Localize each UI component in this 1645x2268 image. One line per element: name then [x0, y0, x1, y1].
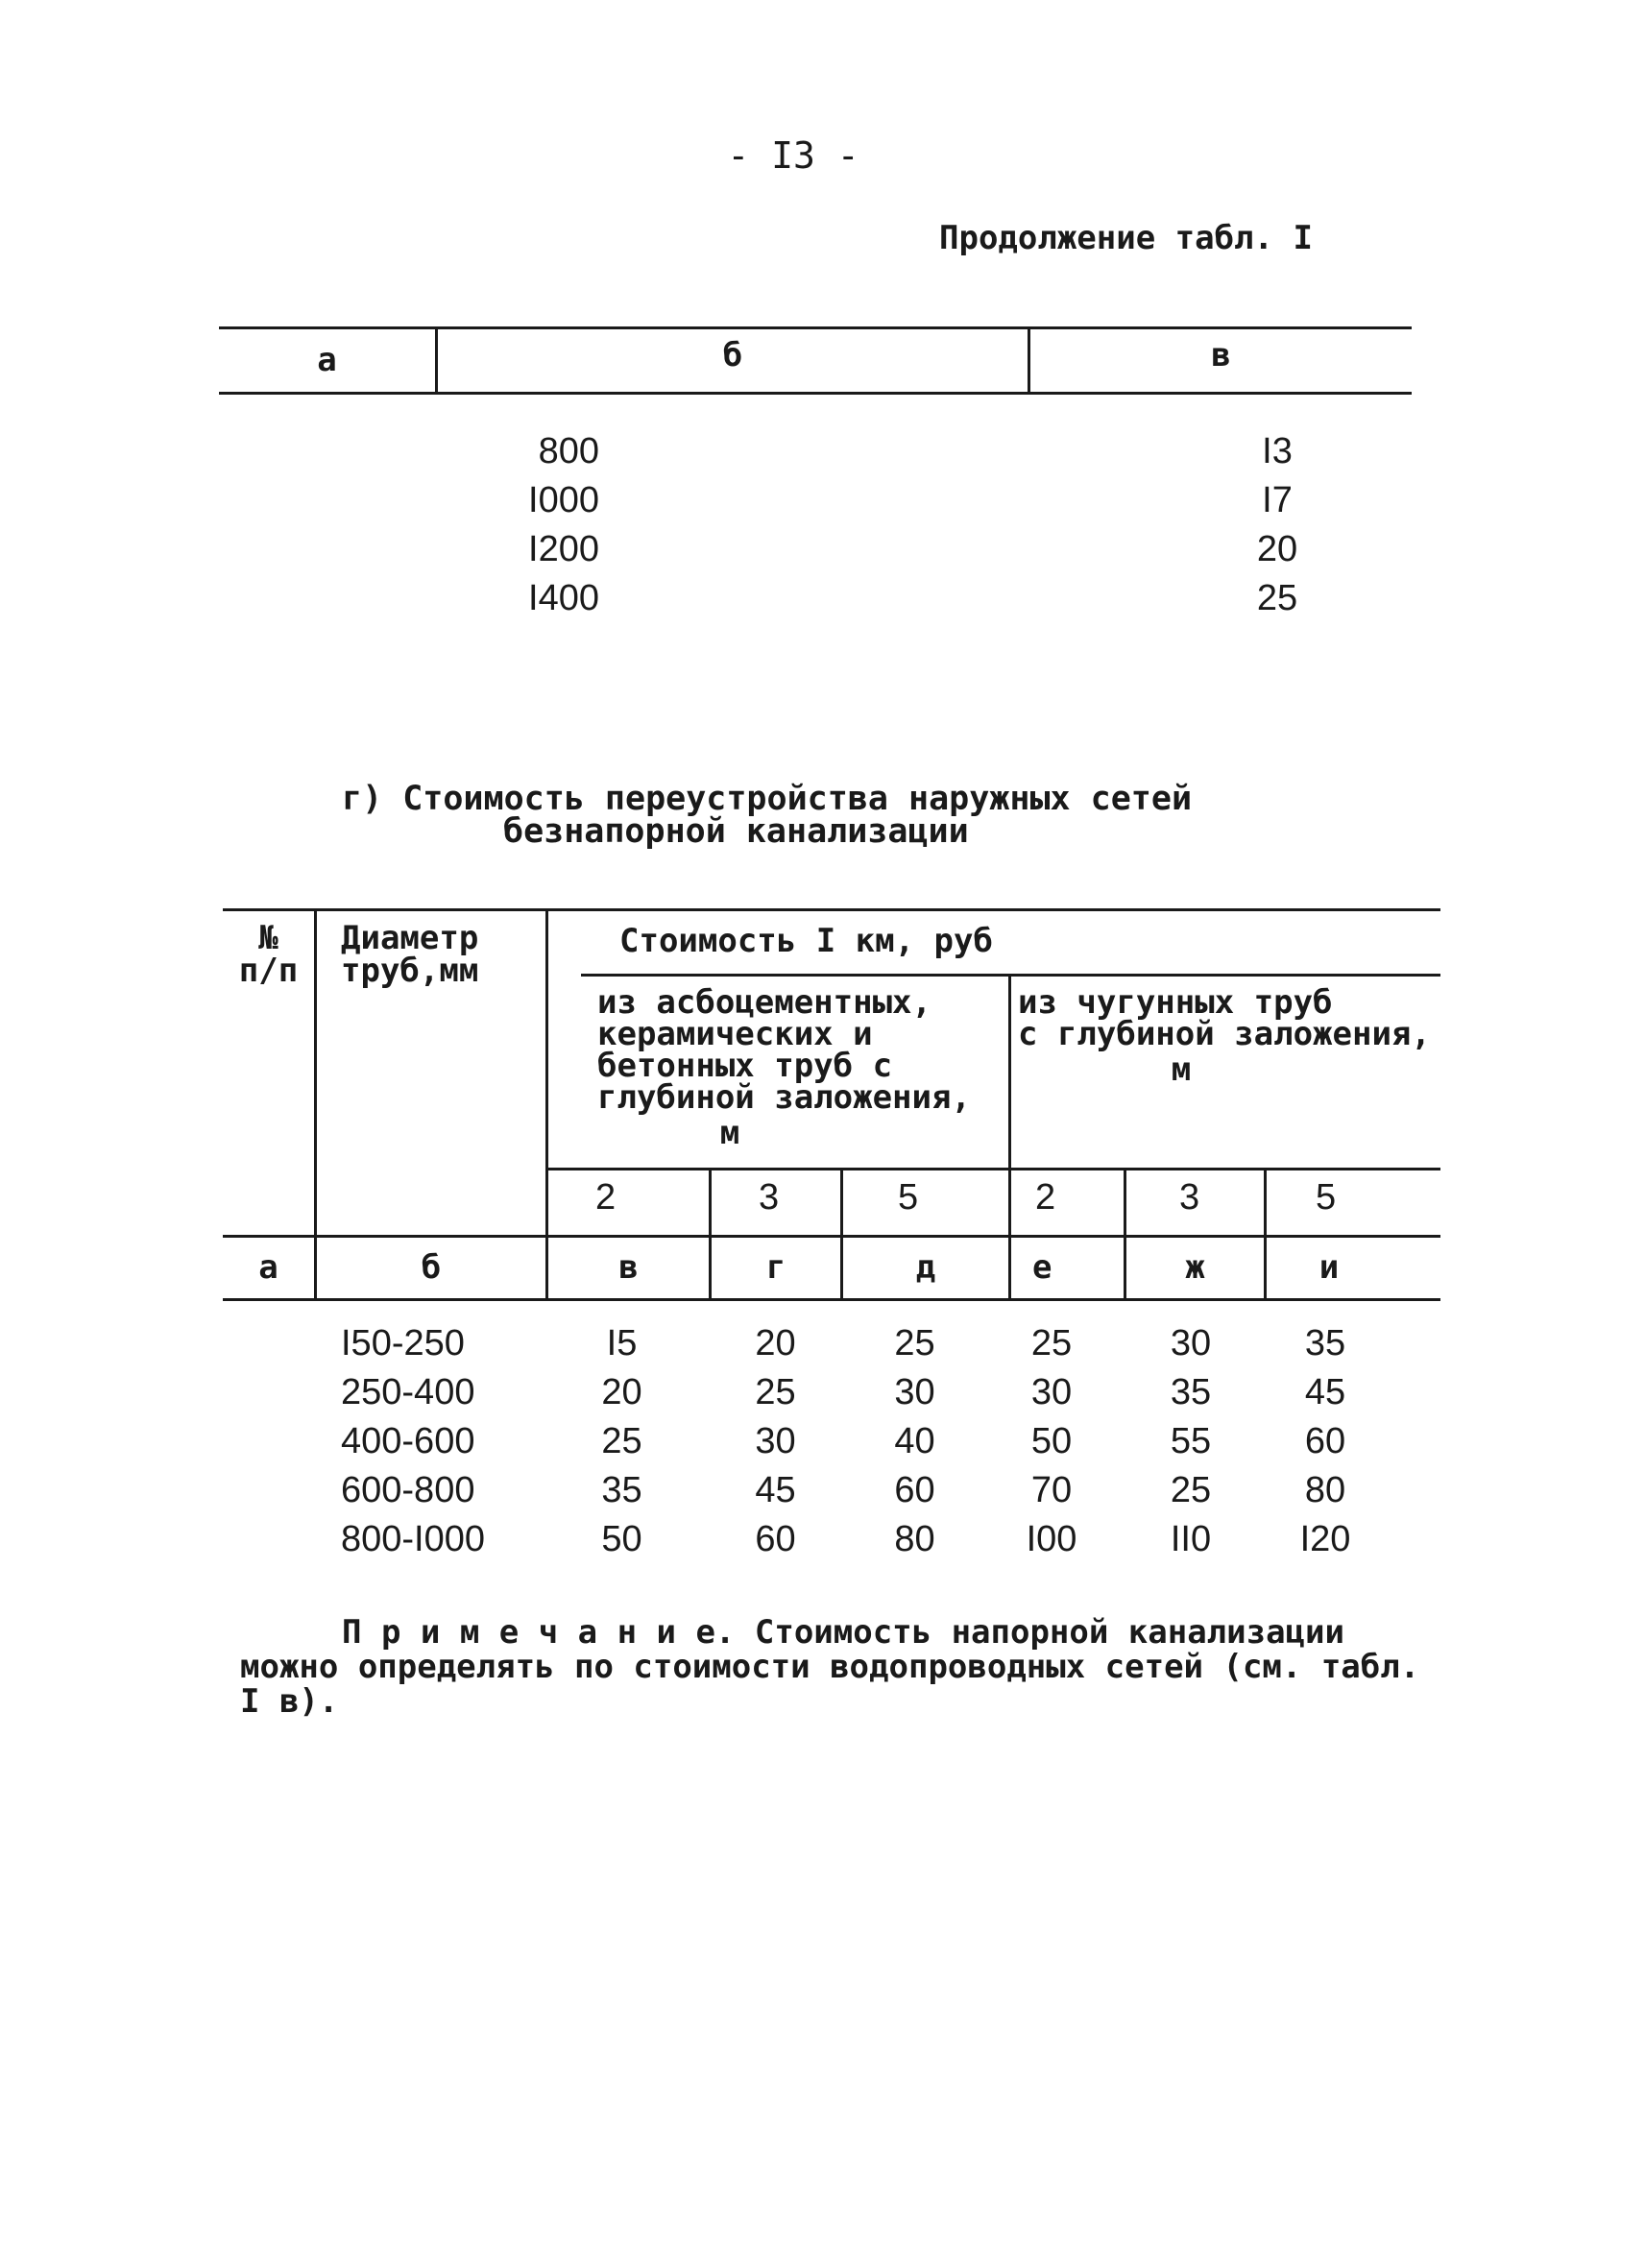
letter-cell: ж	[1185, 1248, 1205, 1287]
cost-cell: 70	[1030, 1470, 1073, 1510]
cost-cell: I00	[1026, 1519, 1077, 1559]
table-1-top-rule	[219, 326, 1412, 329]
table-continuation-label: Продолжение табл. I	[939, 219, 1313, 257]
table-1-header-rule	[219, 392, 1412, 395]
section-title-line2: безнапорной канализации	[503, 812, 969, 851]
page-number: - I3 -	[727, 134, 859, 177]
depth-cell: 5	[1316, 1177, 1337, 1218]
note-line-3: I в).	[240, 1682, 339, 1721]
cost-cell: 80	[894, 1519, 935, 1559]
depth-cell: 2	[1035, 1177, 1056, 1218]
column-group-cast-iron-unit: м	[1171, 1050, 1192, 1089]
cost-cell: 80	[1304, 1470, 1346, 1510]
depth-cell: 2	[595, 1177, 617, 1218]
group-cast-iron-line: с глубиной заложения,	[1018, 1015, 1431, 1053]
table-cell: I400	[528, 578, 599, 618]
letter-cell: г	[765, 1248, 786, 1287]
cost-cell: 60	[894, 1470, 935, 1510]
note-line-1	[342, 1613, 1344, 1652]
diameter-cell: I50-250	[341, 1323, 465, 1363]
cost-cell: 60	[755, 1519, 796, 1559]
cost-cell: 30	[755, 1421, 796, 1461]
cost-cell: 60	[1304, 1421, 1346, 1461]
letter-cell: а	[258, 1248, 278, 1287]
letter-cell: и	[1318, 1248, 1340, 1287]
cost-cell: II0	[1170, 1519, 1212, 1559]
cost-cell: 55	[1170, 1421, 1212, 1461]
table-2-divider	[545, 908, 548, 1301]
column-group-asbestos	[597, 983, 971, 1117]
table-cell: 25	[1256, 578, 1298, 618]
cost-cell: 35	[601, 1470, 642, 1510]
group-cast-iron-line: из чугунных труб	[1018, 983, 1333, 1022]
cost-cell: 35	[1304, 1323, 1346, 1363]
cost-cell: 20	[601, 1372, 642, 1412]
cost-cell: 20	[755, 1323, 796, 1363]
table-cell: I000	[528, 480, 599, 520]
table-2-rule	[545, 1168, 1440, 1170]
cost-cell: 30	[894, 1372, 935, 1412]
diameter-cell: 400-600	[341, 1421, 475, 1461]
cost-cell: 25	[1030, 1323, 1073, 1363]
column-group-cast-iron	[1018, 983, 1431, 1053]
cost-cell: 40	[894, 1421, 935, 1461]
cost-cell: 45	[1304, 1372, 1346, 1412]
cost-cell: 25	[601, 1421, 642, 1461]
cost-cell: 30	[1170, 1323, 1212, 1363]
table-1-header-cell: в	[1211, 336, 1231, 374]
diameter-cell: 600-800	[341, 1470, 475, 1510]
cost-cell: 25	[1170, 1470, 1212, 1510]
note-text: Стоимость напорной канализации	[735, 1613, 1344, 1652]
table-cell: 20	[1256, 529, 1298, 569]
diameter-cell: 250-400	[341, 1372, 475, 1412]
depth-cell: 3	[759, 1177, 780, 1218]
letter-cell: д	[915, 1248, 936, 1287]
cost-cell: 30	[1030, 1372, 1073, 1412]
table-2-top-rule	[223, 908, 1440, 911]
note-label: П р и м е ч а н и е.	[342, 1613, 736, 1652]
cost-cell: 25	[894, 1323, 935, 1363]
table-1-header-cell: б	[722, 336, 743, 374]
cost-cell: 50	[601, 1519, 642, 1559]
letter-cell: б	[421, 1248, 442, 1287]
table-cell: I3	[1262, 431, 1293, 471]
column-header-number: № п/п	[238, 919, 299, 990]
table-1-header-cell: а	[317, 341, 337, 379]
depth-cell: 3	[1179, 1177, 1200, 1218]
cost-cell: I5	[606, 1323, 638, 1363]
table-2-divider	[314, 908, 317, 1301]
letter-cell: е	[1032, 1248, 1052, 1287]
table-cell: 800	[538, 431, 599, 471]
diameter-cell: 800-I000	[341, 1519, 486, 1559]
cost-cell: 35	[1170, 1372, 1212, 1412]
group-asbestos-line: из асбоцементных,	[597, 983, 931, 1022]
cost-cell: I20	[1299, 1519, 1351, 1559]
table-2-rule	[223, 1235, 1440, 1238]
column-group-asbestos-unit: м	[719, 1114, 740, 1152]
cost-cell: 25	[755, 1372, 796, 1412]
table-2-header-rule	[223, 1298, 1440, 1301]
group-asbestos-line: глубиной заложения,	[597, 1078, 971, 1117]
group-asbestos-line: керамических и	[597, 1015, 873, 1053]
column-header-diameter: Диаметр труб,мм	[341, 919, 479, 990]
cost-cell: 45	[755, 1470, 796, 1510]
note-line-2: можно определять по стоимости водопроводных сетей (см. табл.	[240, 1648, 1420, 1686]
letter-cell: в	[618, 1248, 639, 1287]
table-2-divider	[1008, 974, 1011, 1301]
section-title: г) Стоимость переустройства наружных сетей	[342, 780, 1193, 818]
column-header-cost: Стоимость I км, руб	[619, 922, 993, 960]
depth-cell: 5	[898, 1177, 919, 1218]
cost-cell: 50	[1030, 1421, 1073, 1461]
group-asbestos-line: бетонных труб с	[597, 1047, 893, 1085]
table-cell: I7	[1262, 480, 1293, 520]
table-cell: I200	[528, 529, 599, 569]
